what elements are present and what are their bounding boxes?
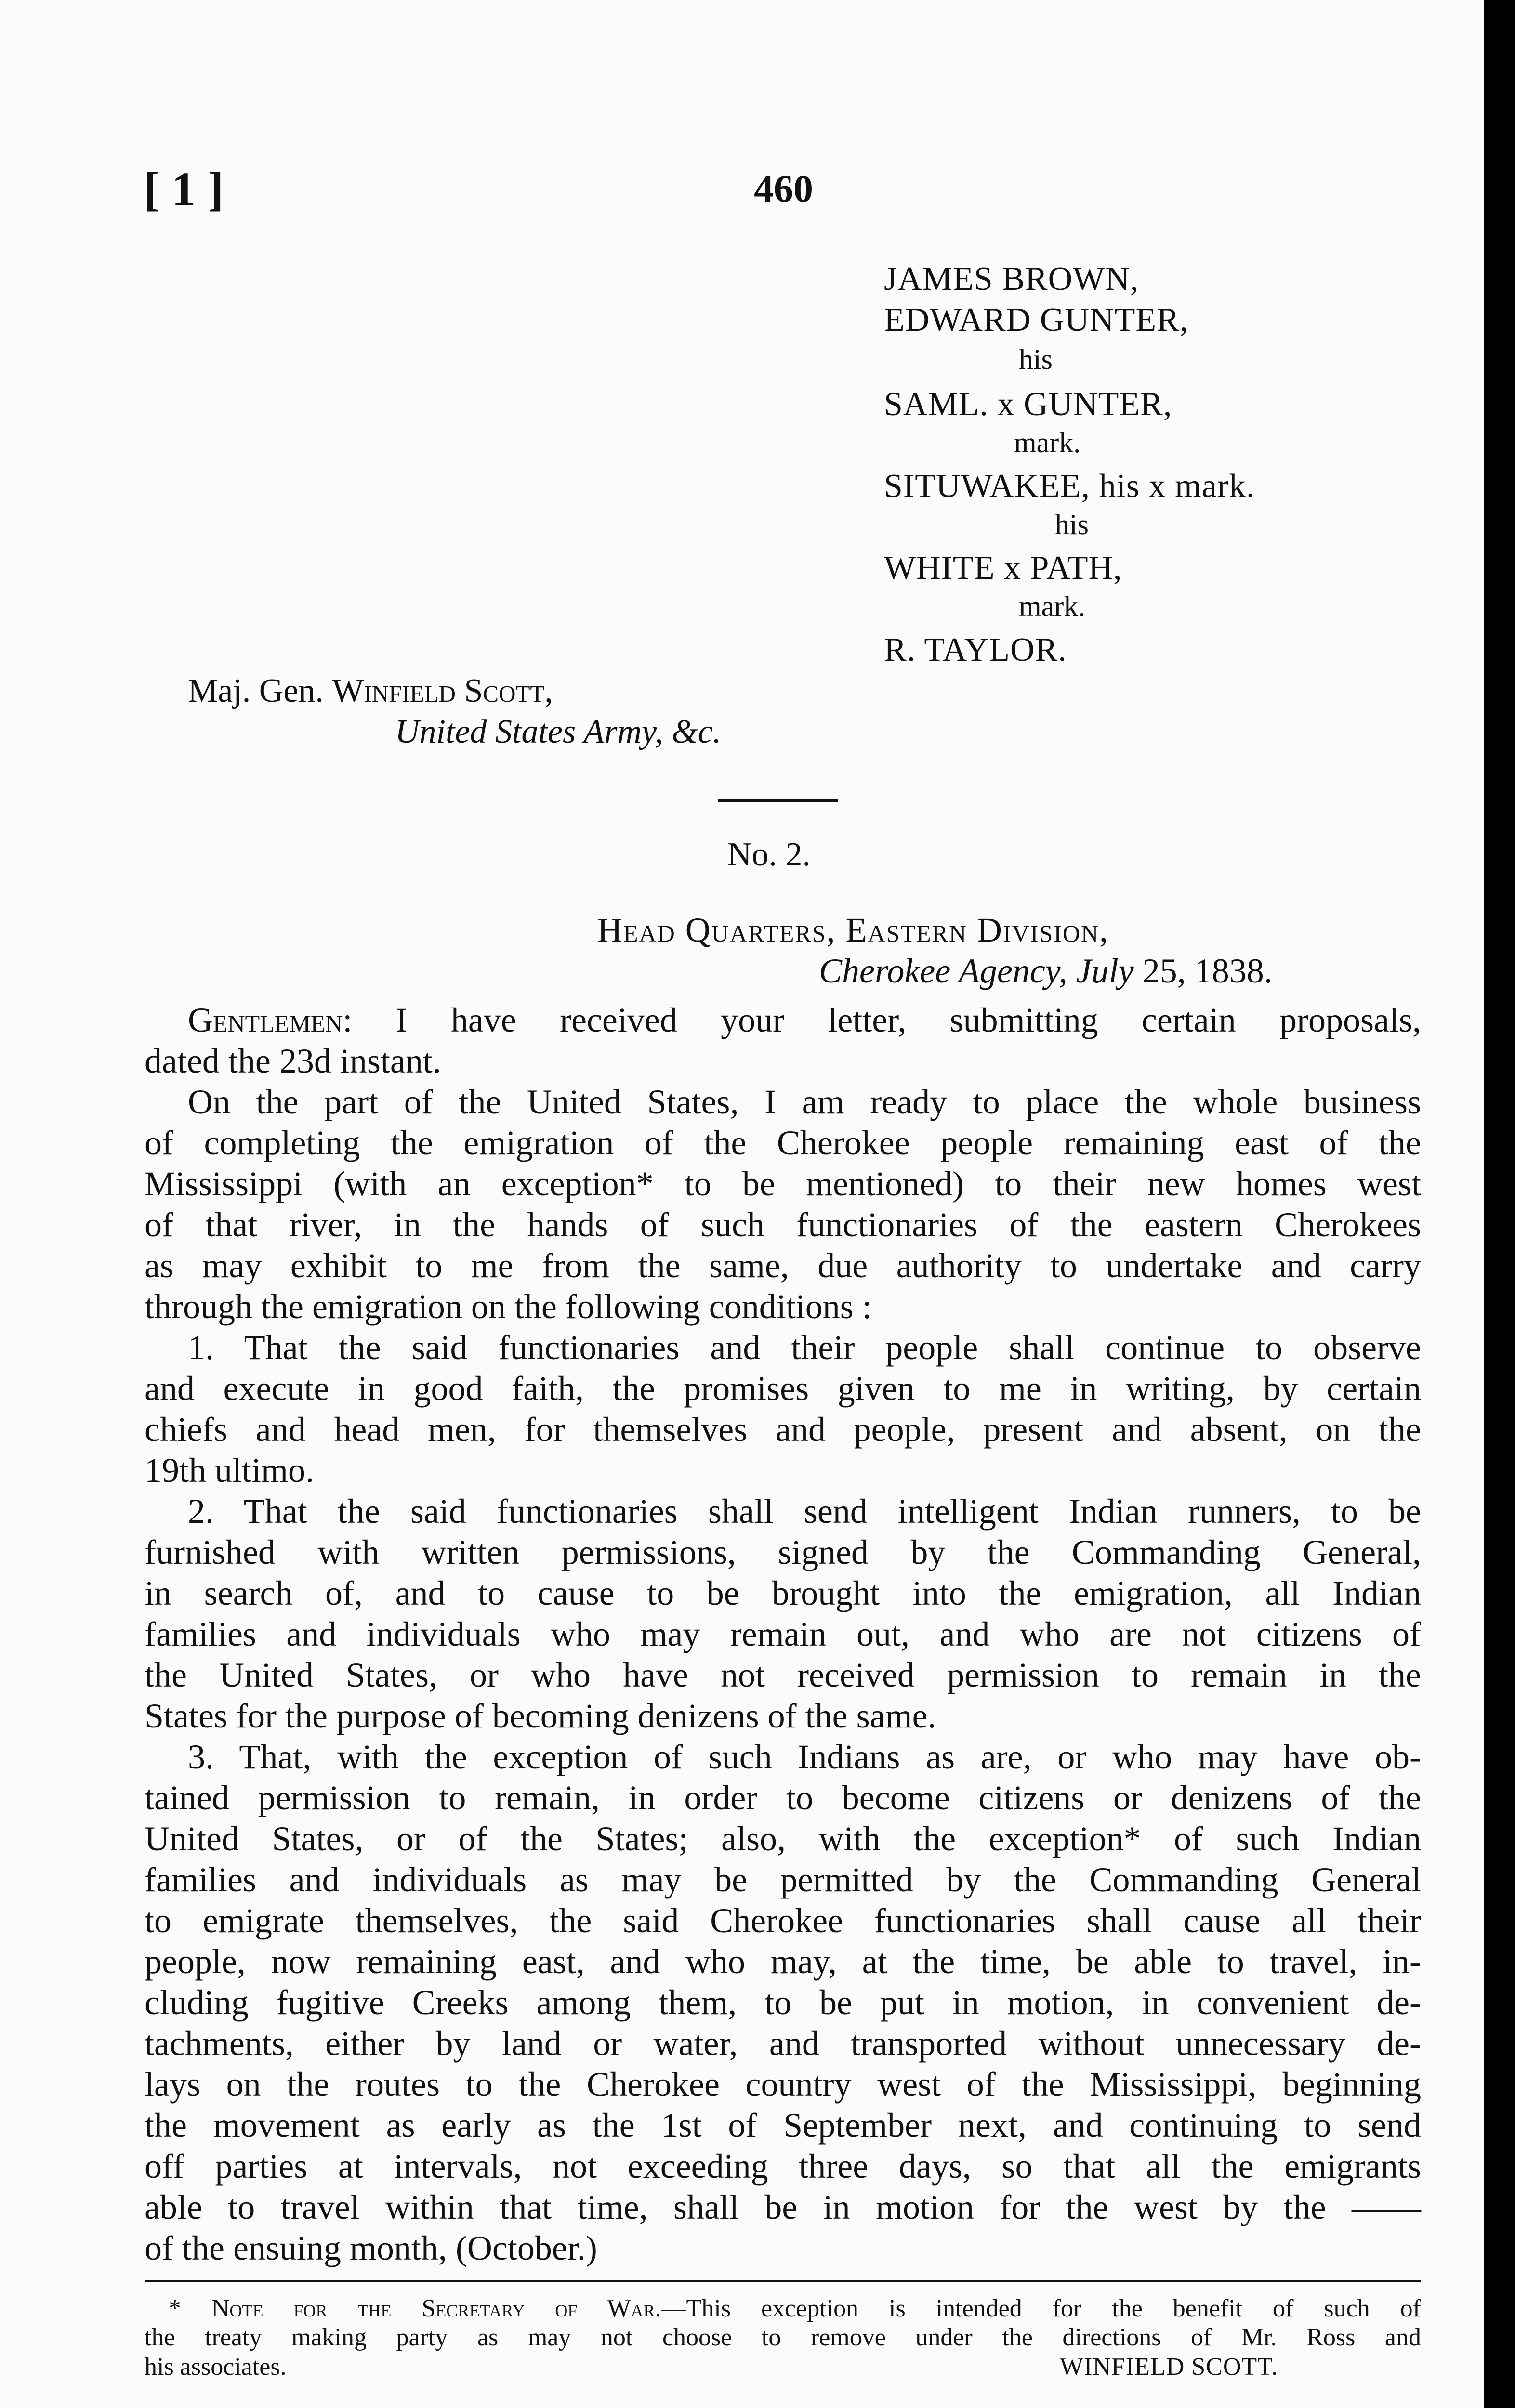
signature-edward-gunter: EDWARD GUNTER, — [884, 301, 1189, 339]
footnote-signature: WINFIELD SCOTT. — [1060, 2353, 1278, 2381]
body-line: 19th ultimo. — [145, 1451, 315, 1490]
signature-his-2: his — [1055, 509, 1089, 540]
body-line: tained permission to remain, in order to become citizens or denizens of the — [145, 1779, 1421, 1817]
body-line — [188, 999, 1421, 1041]
bracket-number: [ 1 ] — [144, 162, 224, 216]
date-rest: 25, 1838. — [1133, 952, 1273, 990]
body-line: tachments, either by land or water, and transported without unnecessary de- — [145, 2024, 1421, 2063]
footnote-last-line: his associates. — [145, 2353, 287, 2381]
signature-situwakee: SITUWAKEE, his x mark. — [884, 468, 1255, 505]
body-line: 3. That, with the exception of such Indians as are, or who may have ob- — [188, 1738, 1421, 1776]
body-line: families and individuals as may be permitted by the Commanding General — [145, 1860, 1421, 1899]
page-number: 460 — [754, 167, 813, 210]
body-line: the movement as early as the 1st of September next, and continuing to send — [145, 2106, 1421, 2145]
signature-white-path: WHITE x PATH, — [884, 550, 1122, 587]
signature-mark-1: mark. — [1014, 427, 1081, 458]
signature-saml-gunter: SAML. x GUNTER, — [884, 386, 1172, 423]
signature-his-1: his — [1019, 343, 1053, 375]
body-line: people, now remaining east, and who may, at the time, be able to travel, in- — [145, 1942, 1421, 1981]
body-line: the United States, or who have not received permission to remain in the — [145, 1656, 1421, 1694]
signature-r-taylor: R. TAYLOR. — [884, 631, 1067, 668]
body-line: On the part of the United States, I am ready to place the whole business — [188, 1083, 1421, 1121]
signature-mark-2: mark. — [1019, 590, 1086, 622]
body-line: lays on the routes to the Cherokee country west of the Mississippi, beginning — [145, 2065, 1421, 2104]
section-heading: Head Quarters, Eastern Division, — [597, 911, 1109, 949]
body-text: I have received your letter, submitting certain proposals, — [352, 1001, 1421, 1039]
addressee-name: Winfield Scott, — [332, 672, 553, 709]
body-line: States for the purpose of becoming denizens of the same. — [145, 1697, 936, 1735]
addressee-line2 — [395, 713, 721, 751]
body-line: families and individuals who may remain out, and who are not citizens of — [145, 1615, 1421, 1653]
body-line: through the emigration on the following conditions : — [145, 1287, 872, 1326]
body-line: United States, or of the States; also, with the exception* of such Indian — [145, 1819, 1421, 1858]
body-line: as may exhibit to me from the same, due authority to undertake and carry — [145, 1246, 1421, 1285]
signature-james-brown: JAMES BROWN, — [884, 261, 1139, 298]
addressee-title: United States Army, &c. — [395, 713, 722, 750]
body-line: and execute in good faith, the promises given to me in writing, by certain — [145, 1369, 1421, 1408]
body-line: of that river, in the hands of such functionaries of the eastern Cherokees — [145, 1205, 1421, 1244]
footnote-divider — [145, 2280, 1421, 2282]
footnote-line: the treaty making party as may not choose to remove under the directions of Mr. Ross and — [145, 2324, 1421, 2351]
body-line: 1. That the said functionaries and their people shall continue to observe — [188, 1328, 1421, 1367]
body-line: in search of, and to cause to be brought into the emigration, all Indian — [145, 1574, 1421, 1612]
footnote-label: * Note for the Secretary of War. — [169, 2295, 661, 2322]
section-divider — [718, 799, 838, 802]
body-line: of completing the emigration of the Cherokee people remaining east of the — [145, 1124, 1421, 1162]
body-line: to emigrate themselves, the said Cherokee functionaries shall cause all their — [145, 1901, 1421, 1940]
body-line: furnished with written permissions, signed by the Commanding General, — [145, 1533, 1421, 1571]
body-line: off parties at intervals, not exceeding three days, so that all the emigrants — [145, 2147, 1421, 2186]
footnote-text: —This exception is intended for the benefit of such of — [661, 2295, 1422, 2322]
addressee-prefix: Maj. Gen. — [188, 672, 332, 709]
section-date — [819, 951, 1273, 991]
body-line: chiefs and head men, for themselves and people, present and absent, on the — [145, 1410, 1421, 1449]
body-line: Mississippi (with an exception* to be mentioned) to their new homes west — [145, 1165, 1421, 1203]
section-number: No. 2. — [727, 836, 811, 873]
footnote-line — [169, 2295, 1421, 2323]
body-line: of the ensuing month, (October.) — [145, 2229, 597, 2267]
addressee-line1 — [188, 672, 553, 710]
date-place: Cherokee Agency, July — [819, 952, 1134, 990]
body-line: 2. That the said functionaries shall send intelligent Indian runners, to be — [188, 1492, 1421, 1531]
body-line: dated the 23d instant. — [145, 1042, 441, 1080]
body-line: able to travel within that time, shall be in motion for the west by the —— — [145, 2188, 1421, 2226]
salutation: Gentlemen: — [188, 1001, 353, 1039]
body-line: cluding fugitive Creeks among them, to be put in motion, in convenient de- — [145, 1983, 1421, 2022]
